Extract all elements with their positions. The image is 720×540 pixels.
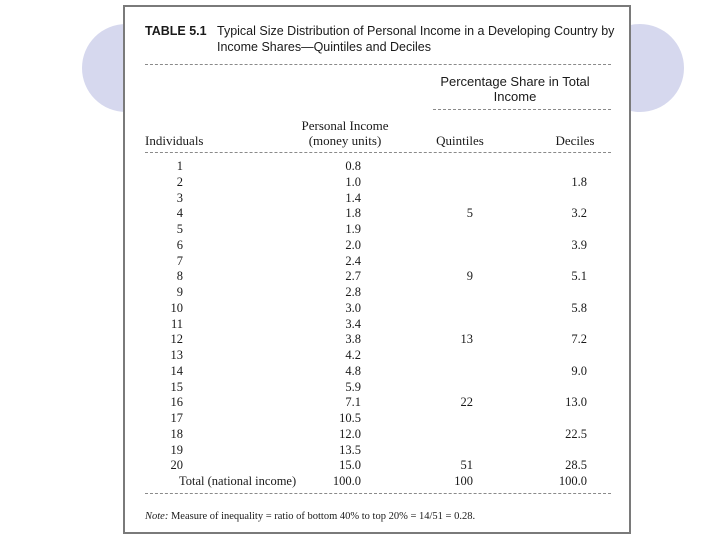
cell-decile: 3.2 [571, 206, 587, 221]
header-percentage-share: Percentage Share in Total Income [440, 74, 590, 104]
cell-income: 2.7 [345, 269, 361, 284]
table-figure [123, 5, 631, 534]
header-individuals: Individuals [145, 133, 204, 148]
cell-individual: 14 [170, 363, 183, 378]
rule-header-bottom [145, 152, 611, 153]
cell-income: 2.4 [345, 253, 361, 268]
cell-income: 4.2 [345, 348, 361, 362]
cell-individual: 5 [176, 222, 183, 236]
cell-individual: 4 [176, 206, 183, 221]
cell-income: 1.8 [345, 206, 361, 221]
header-quintiles: Quintiles [436, 133, 484, 148]
cell-decile: 5.8 [571, 300, 587, 315]
table-number: TABLE 5.1 [145, 24, 207, 38]
cell-quintile: 13 [460, 332, 473, 347]
cell-decile: 13.0 [565, 395, 587, 410]
cell-individual: 3 [176, 190, 183, 205]
cell-quintile: 51 [460, 458, 473, 473]
cell-individual: 10 [170, 300, 183, 315]
cell-individual: 20 [170, 458, 183, 473]
total-income: 100.0 [332, 474, 361, 488]
cell-individual: 16 [170, 395, 183, 410]
cell-individual: 13 [170, 348, 183, 362]
cell-income: 3.0 [345, 300, 361, 315]
cell-individual: 1 [176, 159, 183, 173]
cell-income: 1.9 [345, 222, 361, 236]
cell-individual: 8 [176, 269, 183, 284]
note-text: Measure of inequality = ratio of bottom 40% to top 20% = 14/51 = 0.28. [170, 511, 476, 522]
cell-income: 10.5 [339, 411, 361, 425]
cell-decile: 9.0 [571, 363, 587, 378]
cell-quintile: 5 [466, 206, 473, 221]
cell-individual: 11 [170, 316, 183, 331]
cell-individual: 17 [170, 411, 183, 425]
rule-group-header [433, 109, 611, 110]
total-quintile: 100 [454, 474, 473, 488]
header-personal-income: Personal Income (money units) [301, 118, 389, 148]
cell-individual: 7 [176, 253, 183, 268]
note-label: Note: [145, 511, 169, 522]
cell-income: 0.8 [345, 159, 361, 173]
cell-income: 1.0 [345, 174, 361, 189]
cell-individual: 6 [176, 237, 183, 252]
cell-income: 12.0 [339, 426, 361, 441]
cell-decile: 28.5 [565, 458, 587, 473]
cell-decile: 7.2 [571, 332, 587, 347]
cell-income: 2.0 [345, 237, 361, 252]
cell-income: 2.8 [345, 285, 361, 299]
rule-top [145, 64, 611, 65]
total-label: Total (national income) [179, 474, 297, 488]
cell-income: 3.4 [345, 316, 361, 331]
cell-income: 3.8 [345, 332, 361, 347]
cell-individual: 12 [170, 332, 183, 347]
cell-individual: 18 [170, 426, 183, 441]
cell-individual: 19 [170, 442, 183, 457]
cell-individual: 9 [176, 285, 183, 299]
total-decile: 100.0 [558, 474, 587, 488]
cell-quintile: 9 [466, 269, 473, 284]
cell-income: 5.9 [345, 379, 361, 394]
cell-income: 13.5 [339, 442, 361, 457]
cell-individual: 15 [170, 379, 183, 394]
cell-income: 7.1 [345, 395, 361, 410]
cell-income: 1.4 [345, 190, 361, 205]
table-note [145, 510, 475, 523]
cell-income: 4.8 [345, 363, 361, 378]
header-deciles: Deciles [555, 133, 595, 148]
table-caption: Typical Size Distribution of Personal Income in a Developing Country by Income Shares—Quintiles and Deciles [217, 24, 615, 54]
cell-decile: 1.8 [571, 174, 587, 189]
cell-decile: 5.1 [571, 269, 587, 284]
cell-income: 15.0 [339, 458, 361, 473]
cell-decile: 22.5 [565, 426, 587, 441]
cell-quintile: 22 [460, 395, 473, 410]
cell-individual: 2 [176, 174, 183, 189]
rule-bottom [145, 493, 611, 494]
cell-decile: 3.9 [571, 237, 587, 252]
